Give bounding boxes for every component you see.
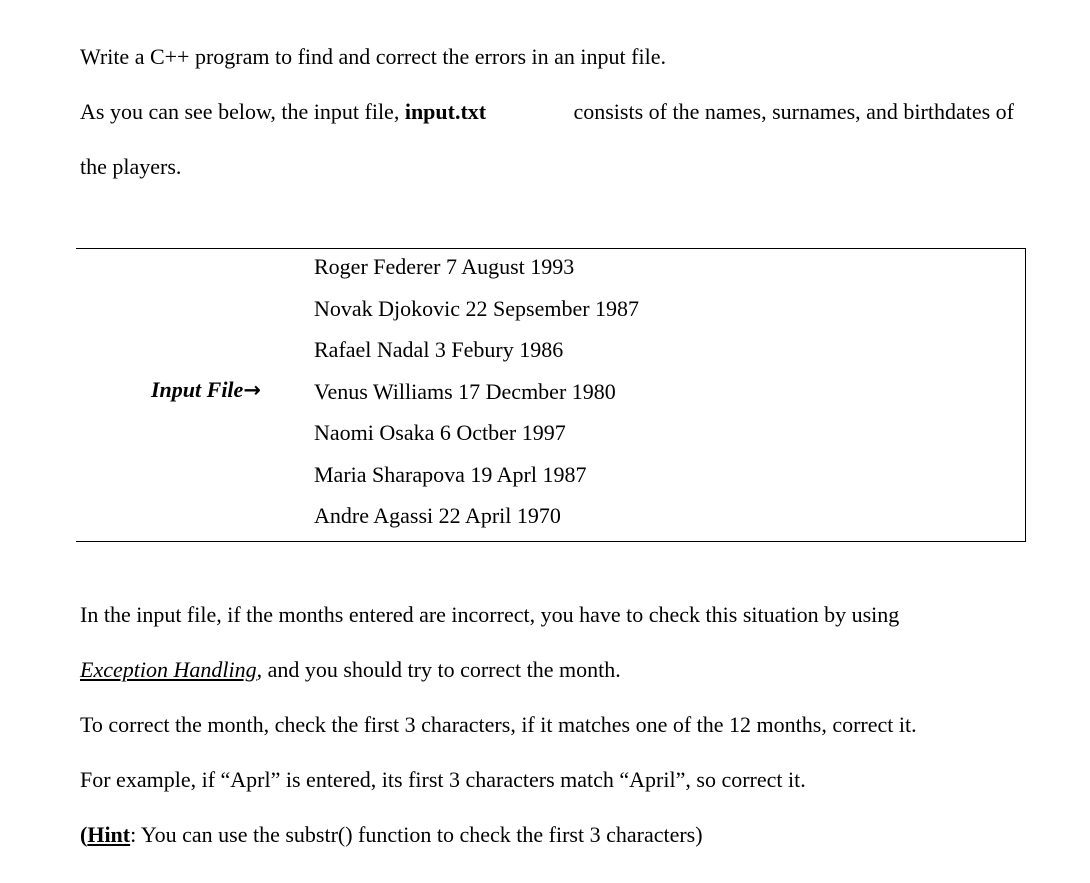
body-text-1: In the input file, if the months entered are incorrect, you have to check this situation by using [80,602,900,627]
intro-text-2a: As you can see below, the input file, [80,99,400,124]
intro-line-2 [80,101,1014,123]
input-row: Naomi Osaka 6 Octber 1997 [314,420,566,445]
intro-line-3 [80,156,181,178]
body-text-3: For example, if “Aprl” is entered, its first 3 characters match “April”, so correct it. [80,767,806,792]
input-row: Andre Agassi 22 April 1970 [314,503,561,528]
body-para-1-line-1 [80,604,1014,626]
input-row: Maria Sharapova 19 Aprl 1987 [314,461,587,487]
input-filename: input.txt [404,99,487,124]
input-file-rows [314,254,639,545]
intro-text-1: Write a C++ program to find and correct the errors in an input file. [80,44,666,69]
exception-handling-link[interactable]: Exception Handling [80,657,257,682]
intro-line-2-start [80,101,486,123]
input-row: Novak Djokovic 22 Sepsember 1987 [314,295,640,321]
input-row: Venus Williams 17 Decmber 1980 [314,378,616,404]
body-para-2 [80,714,917,736]
input-file-label-text: Input File [151,377,244,402]
body-text-2: To correct the month, check the first 3 characters, if it matches one of the 12 months, correct it. [80,712,917,737]
body-text-1b: , and you should try to correct the month. [256,657,621,682]
intro-text-3: the players. [80,154,182,179]
input-file-label [151,379,261,401]
arrow-right-icon: → [243,378,261,402]
input-row: Roger Federer 7 August 1993 [314,254,575,279]
hint-paren: ( [80,822,88,847]
hint-line [80,824,703,846]
intro-text-2b: consists of the names, surnames, and birthdates of [573,99,1014,124]
body-para-1-line-2 [80,659,621,681]
intro-line-1 [80,46,666,68]
input-row: Rafael Nadal 3 Febury 1986 [314,337,564,362]
hint-label: Hint [87,822,131,847]
hint-text: : You can use the substr() function to check the first 3 characters) [130,822,703,847]
body-para-3 [80,769,806,791]
